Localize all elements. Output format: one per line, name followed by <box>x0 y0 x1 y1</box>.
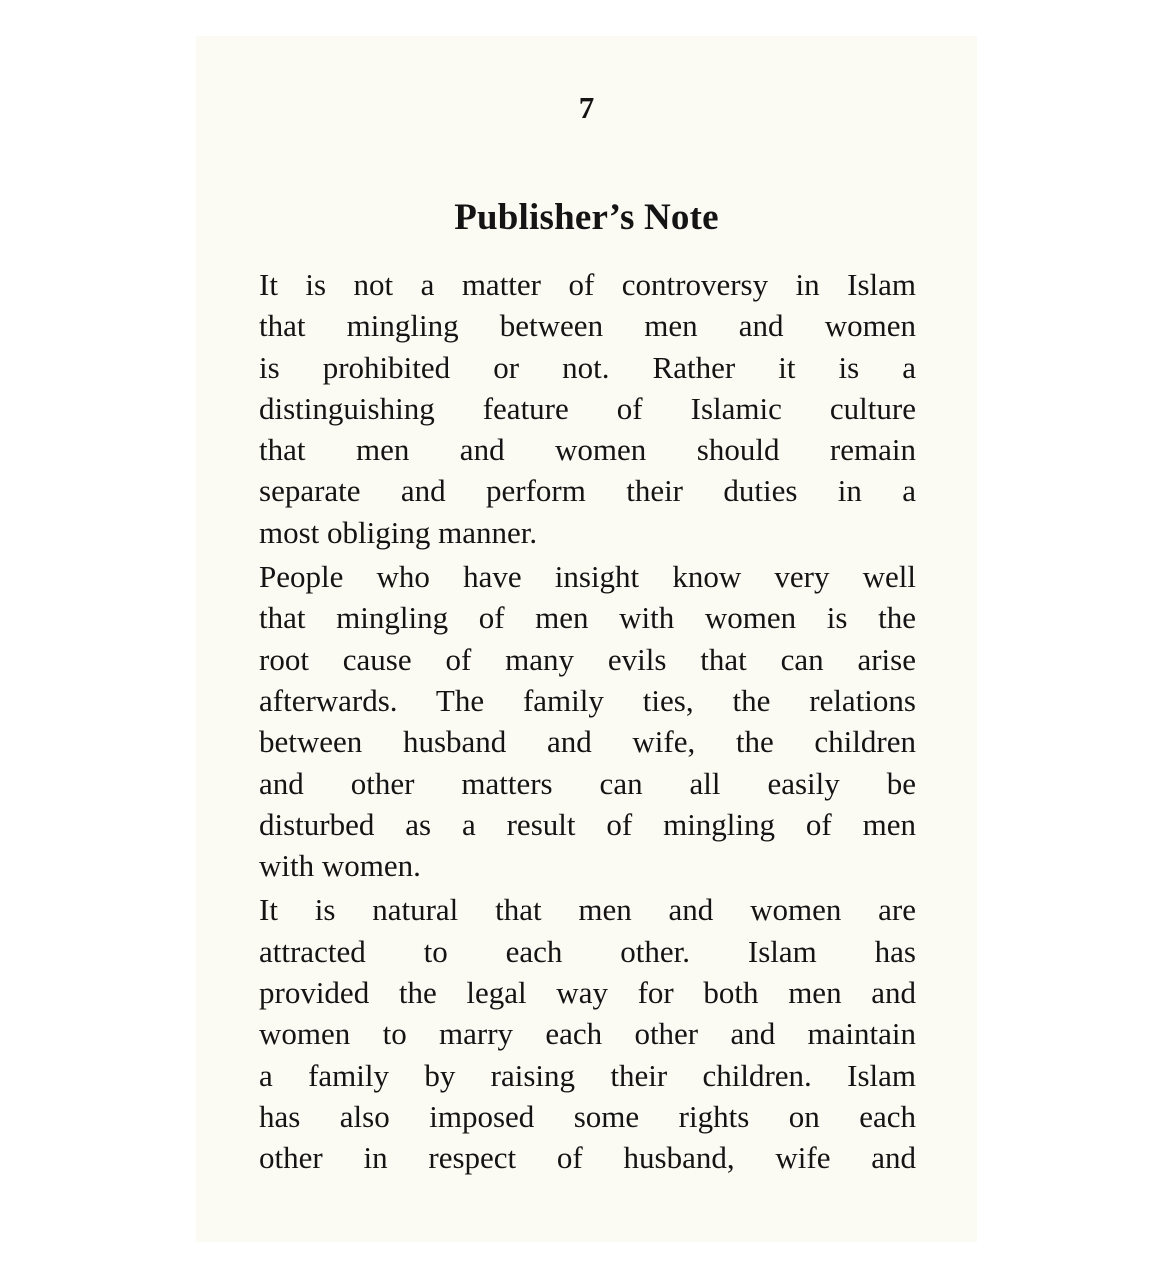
text-line: separate and perform their duties in a <box>259 473 916 509</box>
text-line: and other matters can all easily be <box>259 765 916 801</box>
text-line: that men and women should remain <box>259 432 916 468</box>
page-number: 7 <box>578 90 595 125</box>
paragraph-1 <box>259 264 916 553</box>
text-line: afterwards. The family ties, the relations <box>259 682 916 718</box>
text-line: that mingling between men and women <box>259 308 916 344</box>
text-line: It is not a matter of controversy in Islam <box>259 267 916 302</box>
text-line: is prohibited or not. Rather it is a <box>259 349 916 385</box>
text-line: between husband and wife, the children <box>259 724 916 760</box>
text-line: other in respect of husband, wife and <box>259 1140 916 1176</box>
page-body <box>259 264 916 1179</box>
text-line: attracted to each other. Islam has <box>259 933 916 969</box>
text-line: provided the legal way for both men and <box>259 975 916 1011</box>
text-line: that mingling of men with women is the <box>259 600 916 636</box>
text-line: women to marry each other and maintain <box>259 1016 916 1052</box>
page-title: Publisher’s Note <box>454 197 719 238</box>
text-line: has also imposed some rights on each <box>259 1098 916 1134</box>
text-line: with women. <box>259 848 421 884</box>
book-page <box>196 36 977 1242</box>
text-line: disturbed as a result of mingling of men <box>259 806 916 842</box>
text-line: People who have insight know very well <box>259 559 916 595</box>
text-line: a family by raising their children. Islam <box>259 1057 916 1093</box>
text-line: root cause of many evils that can arise <box>259 641 916 677</box>
text-line: It is natural that men and women are <box>259 892 916 928</box>
paragraph-3 <box>259 889 916 1178</box>
text-line: distinguishing feature of Islamic culture <box>259 390 916 426</box>
paragraph-2 <box>259 556 916 886</box>
text-line: most obliging manner. <box>259 514 538 550</box>
